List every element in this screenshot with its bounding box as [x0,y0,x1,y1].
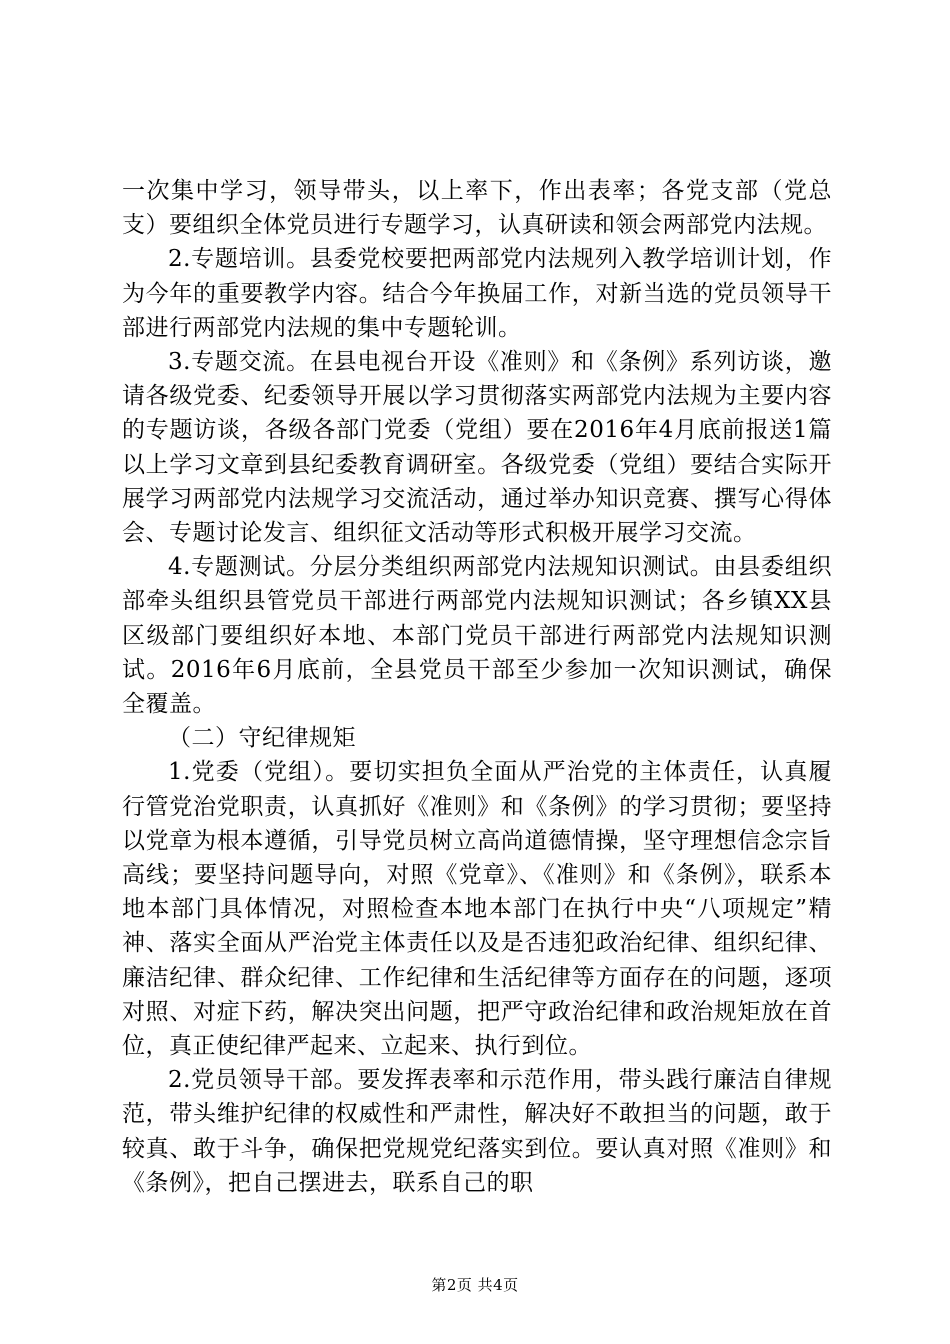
paragraph-special-exchange: 3.专题交流。在县电视台开设《准则》和《条例》系列访谈，邀请各级党委、纪委领导开展以学习贯彻落实两部党内法规为主要内容的专题访谈，各级各部门党委（党组）要在2016年4月底前报送1篇以上学习文章到县纪委教育调研室。各级党委（党组）要结合实际开展学习两部党内法规学习交流活动，通过举办知识竞赛、撰写心得体会、专题讨论发言、组织征文活动等形式积极开展学习交流。 [122,349,832,547]
page-footer: 第2页 共4页 [431,1276,519,1294]
paragraph-party-committee: 1.党委（党组）。要切实担负全面从严治党的主体责任，认真履行管党治党职责，认真抓好《准则》和《条例》的学习贯彻；要坚持以党章为根本遵循，引导党员树立高尚道德情操，坚守理想信念宗旨高线；要坚持问题导向，对照《党章》、《准则》和《条例》，联系本地本部门具体情况，对照检查本地本部门在执行中央“八项规定”精神、落实全面从严治党主体责任以及是否违犯政治纪律、组织纪律、廉洁纪律、群众纪律、工作纪律和生活纪律等方面存在的问题，逐项对照、对症下药，解决突出问题，把严守政治纪律和政治规矩放在首位，真正使纪律严起来、立起来、执行到位。 [122,759,832,1060]
paragraph-party-leaders: 2.党员领导干部。要发挥表率和示范作用，带头践行廉洁自律规范，带头维护纪律的权威性和严肃性，解决好不敢担当的问题，敢于较真、敢于斗争，确保把党规党纪落实到位。要认真对照《准则》和《条例》，把自己摆进去，联系自己的职 [122,1067,832,1196]
document-body [122,174,832,1200]
section-heading: （二）守纪律规矩 [168,725,356,752]
paragraph-special-training: 2.专题培训。县委党校要把两部党内法规列入教学培训计划，作为今年的重要教学内容。结合今年换届工作，对新当选的党员领导干部进行两部党内法规的集中专题轮训。 [122,246,832,341]
paragraph-special-test: 4.专题测试。分层分类组织两部党内法规知识测试。由县委组织部牵头组织县管党员干部进行两部党内法规知识测试；各乡镇XX县区级部门要组织好本地、本部门党员干部进行两部党内法规知识测试。2016年6月底前，全县党员干部至少参加一次知识测试，确保全覆盖。 [122,554,832,718]
paragraph-continuation: 一次集中学习，领导带头，以上率下，作出表率；各党支部（党总支）要组织全体党员进行专题学习，认真研读和领会两部党内法规。 [122,178,832,239]
